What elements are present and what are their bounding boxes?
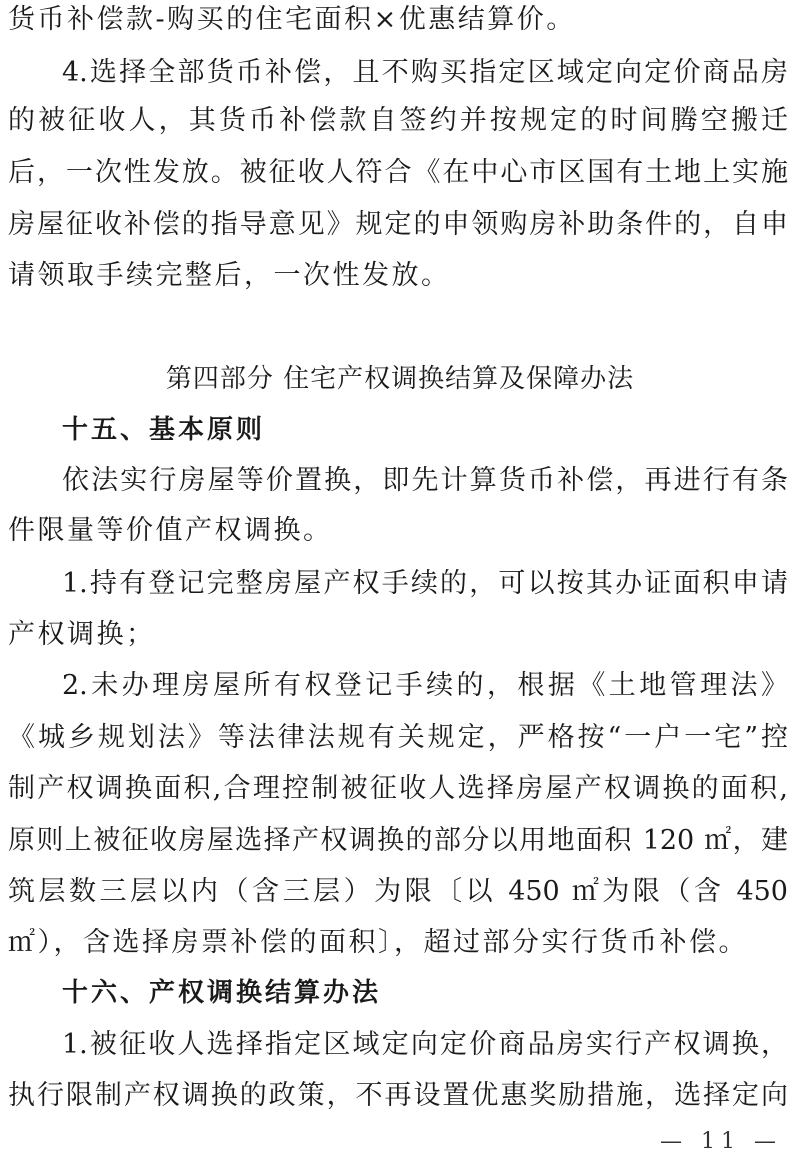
part-title: 第四部分 住宅产权调换结算及保障办法 [165,364,635,394]
text-line: ㎡），含选择房票补偿的面积〕，超过部分实行货币补偿。 [8,927,748,958]
text-line: 2.未办理房屋所有权登记手续的，根据《土地管理法》 [62,670,788,701]
text-line: 《城乡规划法》等法律法规有关规定，严格按“一户一宅”控 [8,722,788,753]
text-line: 的被征收人，其货币补偿款自签约并按规定的时间腾空搬迁 [8,105,788,136]
text-line: 后，一次性发放。被征收人符合《在中心市区国有土地上实施 [8,157,788,188]
text-line: 原则上被征收房屋选择产权调换的部分以用地面积 120 ㎡，建 [8,825,788,856]
text-line: 执行限制产权调换的政策，不再设置优惠奖励措施，选择定向 [8,1080,788,1111]
text-line: 产权调换； [8,619,156,650]
page-number: — 11 — [660,1129,782,1154]
text-line: 1.持有登记完整房屋产权手续的，可以按其办证面积申请 [62,568,788,599]
text-line: 依法实行房屋等价置换，即先计算货币补偿，再进行有条 [62,465,788,496]
text-line: 4.选择全部货币补偿，且不购买指定区域定向定价商品房 [62,57,788,88]
text-line: 房屋征收补偿的指导意见》规定的申领购房补助条件的，自申 [8,209,788,240]
text-line: 制产权调换面积,合理控制被征收人选择房屋产权调换的面积, [8,773,788,804]
text-line: 请领取手续完整后，一次性发放。 [8,260,451,291]
text-line: 件限量等价值产权调换。 [8,515,333,546]
text-line: 货币补偿款-购买的住宅面积×优惠结算价。 [8,4,576,35]
section-heading-15: 十五、基本原则 [62,415,266,445]
text-line: 筑层数三层以内（含三层）为限〔以 450 ㎡为限（含 450 [8,876,788,907]
text-line: 1.被征收人选择指定区域定向定价商品房实行产权调换， [62,1029,788,1060]
section-heading-16: 十六、产权调换结算办法 [62,978,382,1008]
